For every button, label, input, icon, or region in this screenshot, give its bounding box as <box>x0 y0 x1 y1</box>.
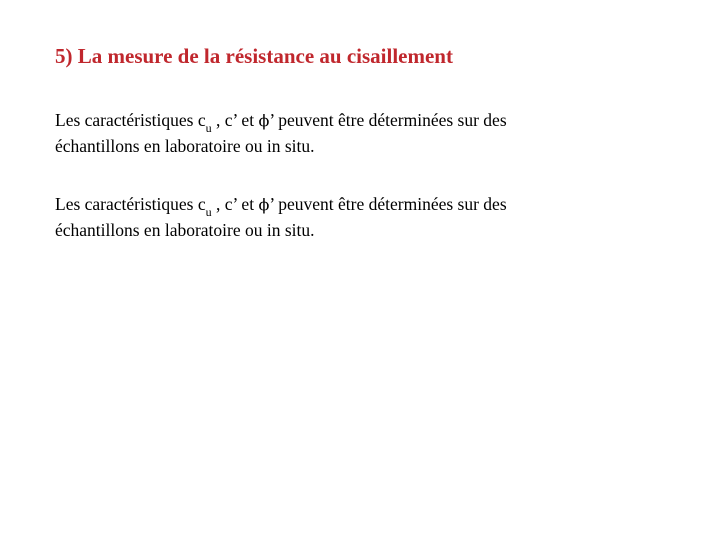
subscript-u: u <box>205 121 212 135</box>
paragraph-1-line-2: échantillons en laboratoire ou in situ. <box>55 136 315 156</box>
subscript-u: u <box>205 205 212 219</box>
paragraph-2 <box>55 192 695 242</box>
text-middle: , c’ et <box>211 110 259 130</box>
paragraph-1-line-1 <box>55 108 695 134</box>
paragraph-1 <box>55 108 695 158</box>
paragraph-2-line-1 <box>55 192 695 218</box>
text-middle: , c’ et <box>211 194 259 214</box>
text-after-phi: ’ peuvent être déterminées sur des <box>269 194 507 214</box>
text-before-subscript: Les caractéristiques c <box>55 110 206 130</box>
text-after-phi: ’ peuvent être déterminées sur des <box>269 110 507 130</box>
phi-symbol: ϕ <box>258 111 270 130</box>
phi-symbol: ϕ <box>258 195 270 214</box>
text-before-subscript: Les caractéristiques c <box>55 194 206 214</box>
paragraph-2-line-2: échantillons en laboratoire ou in situ. <box>55 220 315 240</box>
slide-title: 5) La mesure de la résistance au cisaillement <box>55 44 453 68</box>
